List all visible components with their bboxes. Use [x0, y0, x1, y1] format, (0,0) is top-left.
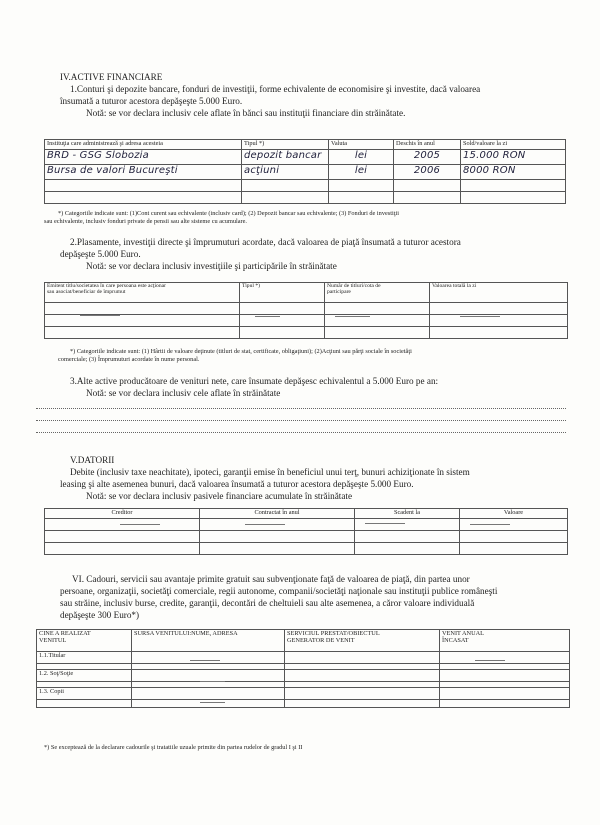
table-cell [240, 315, 325, 327]
table-cell [440, 652, 570, 664]
blank-dash [245, 524, 285, 525]
investments-table [44, 282, 568, 339]
blank-dash [80, 315, 120, 316]
table-header: Creditor [45, 509, 200, 519]
table-cell [329, 180, 394, 192]
footnote-2-line2: comerciale; (3) Împrumuturi acordate în nume personal. [58, 356, 200, 363]
section-vi-line1: VI. Cadouri, servicii sau avantaje primite gratuit sau subvenţionate faţă de valoarea de piaţă, din partea unor [72, 574, 470, 584]
table-cell [200, 531, 355, 543]
section-v-line1: Debite (inclusiv taxe neachitate), ipoteci, garanţii emise în beneficiul unui terţ, bunuri achiziţionate în sistem [70, 467, 470, 477]
table-header-row [37, 630, 570, 652]
table-cell [329, 192, 394, 204]
blank-dash [365, 523, 405, 524]
header-line: sau asociat/beneficiar de împrumut [47, 289, 126, 295]
table-cell [132, 670, 285, 682]
table-cell: lei [329, 150, 394, 165]
table-cell [37, 700, 132, 708]
blank-dash [200, 681, 225, 682]
table-cell [45, 315, 240, 327]
table-header: Instituţia care administrează şi adresa acesteia [45, 140, 242, 150]
section-iv-title: IV.ACTIVE FINANCIARE [60, 72, 163, 82]
blank-dash [120, 524, 160, 525]
footnote-1-line2: sau echivalente, inclusiv fonduri private de pensii sau alte sisteme cu acumulare. [44, 218, 248, 225]
section-vi-line2: persoane, organizaţii, societăţi comerciale, regii autonome, companii/societăţi naţionale sau instituţii publice româneşti [60, 586, 498, 596]
table-cell [355, 531, 460, 543]
table-cell [460, 531, 568, 543]
row-label: 1.1.Titular [37, 652, 132, 664]
table-row [45, 180, 566, 192]
table-cell [45, 303, 240, 315]
footnote-2-line1: *) Categoriile indicate sunt: (1) Hârtii de valoare deţinute (titluri de stat, certificate, obligaţiuni); (2)Acţiuni sau părţi sociale în societăţi [70, 348, 412, 355]
table-cell [430, 327, 568, 339]
table-cell [461, 192, 566, 204]
table-cell [240, 303, 325, 315]
table-cell [461, 180, 566, 192]
section-iv-note1: Notă: se vor declara inclusiv cele aflate în bănci sau instituţii financiare din străinătate. [86, 108, 406, 118]
table-header: Valoarea totală la zi [430, 283, 568, 303]
footnote-1-line1: *) Categoriile indicate sunt: (1)Cont curent sau echivalente (inclusiv card); (2) Depozit bancar sau echivalente; (3) Fonduri de investiţii [58, 210, 399, 217]
table-cell: 2006 [394, 165, 461, 180]
section-iv-p2-line1: 2.Plasamente, investiţii directe şi împrumuturi acordate, dacă valoarea de piaţă însumată a tuturor acestora [70, 237, 461, 247]
section-iv-p1-line1: 1.Conturi şi depozite bancare, fonduri de investiţii, forme echivalente de economisire şi investite, dacă valoarea [70, 84, 481, 94]
table-cell [394, 192, 461, 204]
table-cell [355, 543, 460, 555]
table-header: Valoare [460, 509, 568, 519]
section-iv-note3: Notă: se vor declara inclusiv cele aflate în străinătate [86, 388, 281, 398]
dotted-line [36, 432, 566, 433]
table-row [45, 303, 568, 315]
table-cell [430, 303, 568, 315]
header-line: participare [327, 289, 351, 295]
section-iv-p3: 3.Alte active producătoare de venituri nete, care însumate depăşesc echivalentul a 5.000 Euro pe an: [70, 376, 439, 386]
table-cell [242, 192, 329, 204]
table-row [37, 700, 570, 708]
dotted-line [36, 408, 566, 409]
table-cell [325, 327, 430, 339]
table-row [45, 543, 568, 555]
table-cell [132, 688, 285, 700]
section-v-line2: leasing şi alte asemenea bunuri, dacă valoarea însumată a tuturor acestora depăşeşte 5.000 Euro. [60, 479, 414, 489]
table-cell [132, 700, 285, 708]
blank-dash [255, 316, 280, 317]
table-cell [325, 303, 430, 315]
table-cell [440, 670, 570, 682]
footnote-3: *) Se exceptează de la declarare cadourile şi tratatiile uzuale primite din partea rudelor de gradul I şi II [44, 744, 303, 751]
table-cell [45, 180, 242, 192]
section-iv-p1-line2: însumată a tuturor acestora depăşeşte 5.000 Euro. [60, 96, 243, 106]
gifts-table [36, 629, 570, 708]
table-row [45, 165, 566, 180]
table-cell [200, 543, 355, 555]
table-row [37, 688, 570, 700]
blank-dash [190, 660, 220, 661]
section-iv-p2-line2: depăşeşte 5.000 Euro. [60, 249, 141, 259]
blank-dash [470, 524, 510, 525]
table-header-row [45, 140, 566, 150]
table-header: Tipul *) [240, 283, 325, 303]
section-v-title: V.DATORII [70, 455, 115, 465]
table-cell [440, 700, 570, 708]
table-header: Contractat în anul [200, 509, 355, 519]
table-cell [45, 543, 200, 555]
table-cell: acţiuni [242, 165, 329, 180]
table-cell: 15.000 RON [461, 150, 566, 165]
header-line: VENIT ANUAL [442, 630, 485, 637]
table-header [325, 283, 430, 303]
table-header: Scadent la [355, 509, 460, 519]
debts-table [44, 508, 568, 555]
table-cell [285, 670, 440, 682]
row-label: 1.2. Soţ/Soţie [37, 670, 132, 682]
table-cell [355, 519, 460, 531]
table-cell [240, 327, 325, 339]
table-header-row [45, 509, 568, 519]
table-cell [285, 700, 440, 708]
blank-dash [200, 702, 225, 703]
header-line: SERVICIUL PRESTAT/OBIECTUL [287, 630, 380, 637]
table-cell [132, 652, 285, 664]
table-header-row [45, 283, 568, 303]
section-iv-note2: Notă: se vor declara inclusiv investiţiile şi participările în străinătate [86, 261, 337, 271]
table-header: Sold/valoare la zi [461, 140, 566, 150]
table-cell: 2005 [394, 150, 461, 165]
table-cell [394, 180, 461, 192]
table-cell [45, 327, 240, 339]
header-line: ÎNCASAT [442, 637, 469, 644]
table-cell [45, 531, 200, 543]
blank-dash [335, 316, 370, 317]
header-line: CINE A REALIZAT [39, 630, 91, 637]
table-cell: lei [329, 165, 394, 180]
table-cell [285, 688, 440, 700]
table-row [45, 531, 568, 543]
table-header [45, 283, 240, 303]
blank-dash [475, 660, 505, 661]
table-cell: BRD - GSG Slobozia [45, 150, 242, 165]
table-cell [45, 192, 242, 204]
header-line: VENITUL [39, 637, 67, 644]
table-row [45, 192, 566, 204]
table-row [37, 670, 570, 682]
table-cell [285, 652, 440, 664]
table-cell [440, 688, 570, 700]
table-cell [460, 543, 568, 555]
header-line: Număr de titluri/cota de [327, 283, 381, 289]
table-cell: Bursa de valori Bucureşti [45, 165, 242, 180]
table-header [440, 630, 570, 652]
blank-dash [460, 316, 500, 317]
table-header [37, 630, 132, 652]
bank-accounts-table [44, 139, 566, 204]
dotted-line [36, 420, 566, 421]
header-line: GENERATOR DE VENIT [287, 637, 355, 644]
table-header: Deschis în anul [394, 140, 461, 150]
table-header: Tipul *) [242, 140, 329, 150]
table-row [37, 652, 570, 664]
table-row [45, 327, 568, 339]
table-header [285, 630, 440, 652]
section-vi-line4: depăşeşte 300 Euro*) [60, 610, 140, 620]
row-label: 1.3. Copii [37, 688, 132, 700]
header-line: Emitent titlu/societatea în care persoana este acţionar [47, 283, 166, 289]
section-v-note: Notă: se vor declara inclusiv pasivele financiare acumulate în străinătate [86, 491, 353, 501]
section-vi-line3: sau străine, inclusiv burse, credite, garanţii, decontări de cheltuieli sau alte asemenea, a căror valoare individuală [60, 598, 475, 608]
table-header: SURSA VENITULUI:NUME, ADRESA [132, 630, 285, 652]
table-cell: 8000 RON [461, 165, 566, 180]
table-header: Valuta [329, 140, 394, 150]
table-cell: depozit bancar [242, 150, 329, 165]
table-cell [242, 180, 329, 192]
table-row [45, 150, 566, 165]
